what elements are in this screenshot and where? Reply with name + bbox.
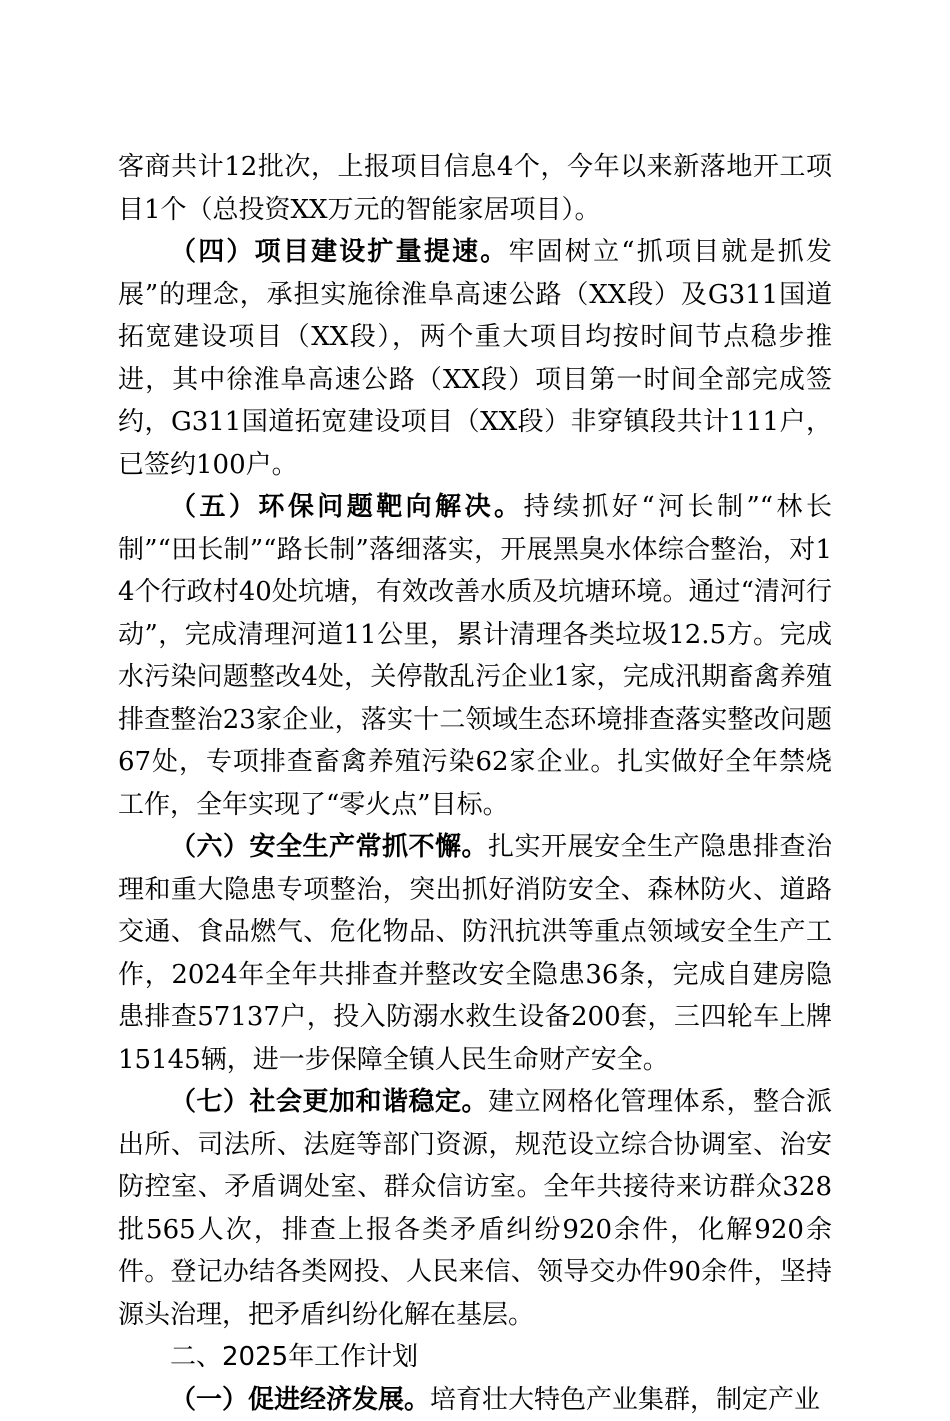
paragraph-environmental-protection [118,486,832,826]
paragraph-safety-production [118,826,832,1081]
paragraph-lead: （四）项目建设扩量提速。 [170,237,508,267]
document-body [118,146,832,1421]
paragraph-text: 建立网格化管理体系，整合派出所、司法所、法庭等部门资源，规范设立综合协调室、治安防控室、矛盾调处室、群众信访室。全年共接待来访群众328批565人次，排查上报各类矛盾纠纷920余件，化解920余件。登记办结各类网投、人民来信、领导交办件90余件，坚持源头治理，把矛盾纠纷化解在基层。 [118,1087,832,1330]
paragraph-lead: （一）促进经济发展。 [170,1385,430,1415]
paragraph-lead: （七）社会更加和谐稳定。 [170,1087,488,1117]
paragraph-text: 牢固树立“抓项目就是抓发展”的理念，承担实施徐淮阜高速公路（XX段）及G311国道拓宽建设项目（XX段），两个重大项目均按时间节点稳步推进，其中徐淮阜高速公路（XX段）项目第一时间全部完成签约，G311国道拓宽建设项目（XX段）非穿镇段共计111户，已签约100户。 [118,237,832,480]
paragraph-lead: （五）环保问题靶向解决。 [170,492,524,522]
paragraph-text: 持续抓好“河长制”“林长制”“田长制”“路长制”落细落实，开展黑臭水体综合整治，对14个行政村40处坑塘，有效改善水质及坑塘环境。通过“清河行动”，完成清理河道11公里，累计清理各类垃圾12.5方。完成水污染问题整改4处，关停散乱污企业1家，完成汛期畜禽养殖排查整治23家企业，落实十二领域生态环境排查落实整改问题67处，专项排查畜禽养殖污染62家企业。扎实做好全年禁烧工作，全年实现了“零火点”目标。 [118,492,832,820]
paragraph-continuation [118,146,832,231]
paragraph-lead: （六）安全生产常抓不懈。 [170,832,488,862]
paragraph-text: 客商共计12批次，上报项目信息4个，今年以来新落地开工项目1个（总投资XX万元的智能家居项目）。 [118,152,832,225]
paragraph-economic-development [118,1379,832,1421]
paragraph-text: 扎实开展安全生产隐患排查治理和重大隐患专项整治，突出抓好消防安全、森林防火、道路交通、食品燃气、危化物品、防汛抗洪等重点领域安全生产工作，2024年全年共排查并整改安全隐患36条，完成自建房隐患排查57137户，投入防溺水救生设备200套，三四轮车上牌15145辆，进一步保障全镇人民生命财产安全。 [118,832,832,1075]
section-heading: 二、2025年工作计划 [118,1336,832,1379]
paragraph-social-stability [118,1081,832,1336]
paragraph-text: 培育壮大特色产业集群，制定产业 [430,1385,820,1415]
paragraph-project-construction [118,231,832,486]
